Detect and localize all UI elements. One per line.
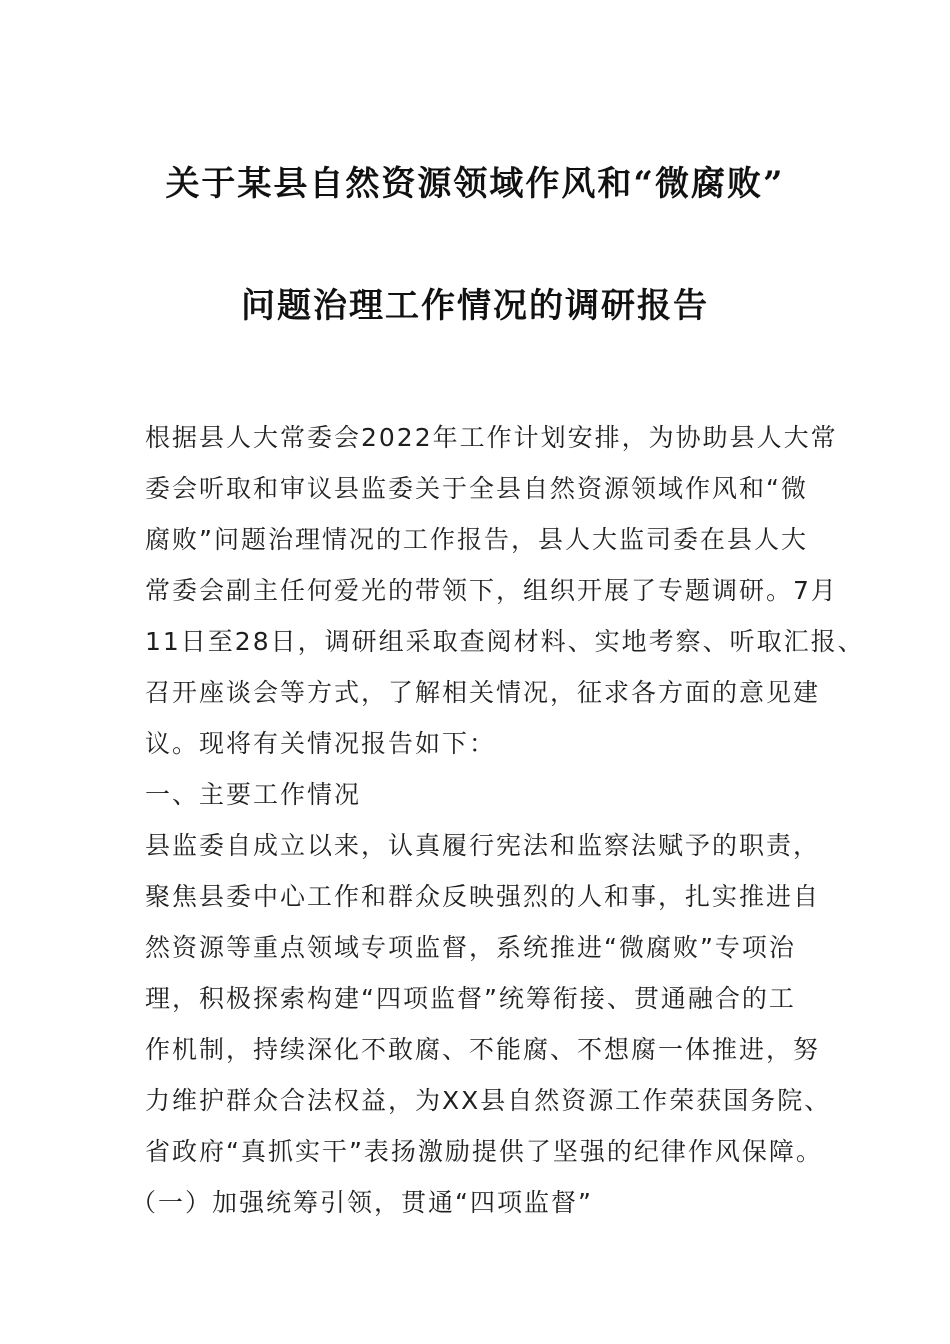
body-line: 县监委自成立以来，认真履行宪法和监察法赋予的职责， xyxy=(145,831,821,860)
body-line: 11日至28日，调研组采取查阅材料、实地考察、听取汇报、 xyxy=(145,627,865,656)
body-line: 委会听取和审议县监委关于全县自然资源领域作风和“微 xyxy=(145,474,808,503)
body-line: 腐败”问题治理情况的工作报告，县人大监司委在县人大 xyxy=(145,525,808,554)
body-line: 根据县人大常委会2022年工作计划安排，为协助县人大常 xyxy=(145,423,838,452)
body-line: 召开座谈会等方式，了解相关情况，征求各方面的意见建 xyxy=(145,678,821,707)
subsection-heading: （一）加强统筹引领，贯通“四项监督” xyxy=(131,1188,593,1217)
document-title-line-1: 关于某县自然资源领域作风和“微腐败” xyxy=(165,164,785,204)
body-line: 然资源等重点领域专项监督，系统推进“微腐败”专项治 xyxy=(145,933,796,962)
section-heading: 一、主要工作情况 xyxy=(145,780,362,809)
body-line: 力维护群众合法权益，为XX县自然资源工作荣获国务院、 xyxy=(145,1086,832,1115)
body-line: 理，积极探索构建“四项监督”统筹衔接、贯通融合的工 xyxy=(145,984,796,1013)
body-line: 作机制，持续深化不敢腐、不能腐、不想腐一体推进，努 xyxy=(145,1035,821,1064)
body-line: 聚焦县委中心工作和群众反映强烈的人和事，扎实推进自 xyxy=(145,882,821,911)
document-body xyxy=(131,412,865,1228)
body-line: 省政府“真抓实干”表扬激励提供了坚强的纪律作风保障。 xyxy=(145,1137,823,1166)
body-line: 议。现将有关情况报告如下： xyxy=(145,729,497,758)
body-line: 常委会副主任何爱光的带领下，组织开展了专题调研。7月 xyxy=(145,576,838,605)
document-title-line-2: 问题治理工作情况的调研报告 xyxy=(241,286,709,326)
